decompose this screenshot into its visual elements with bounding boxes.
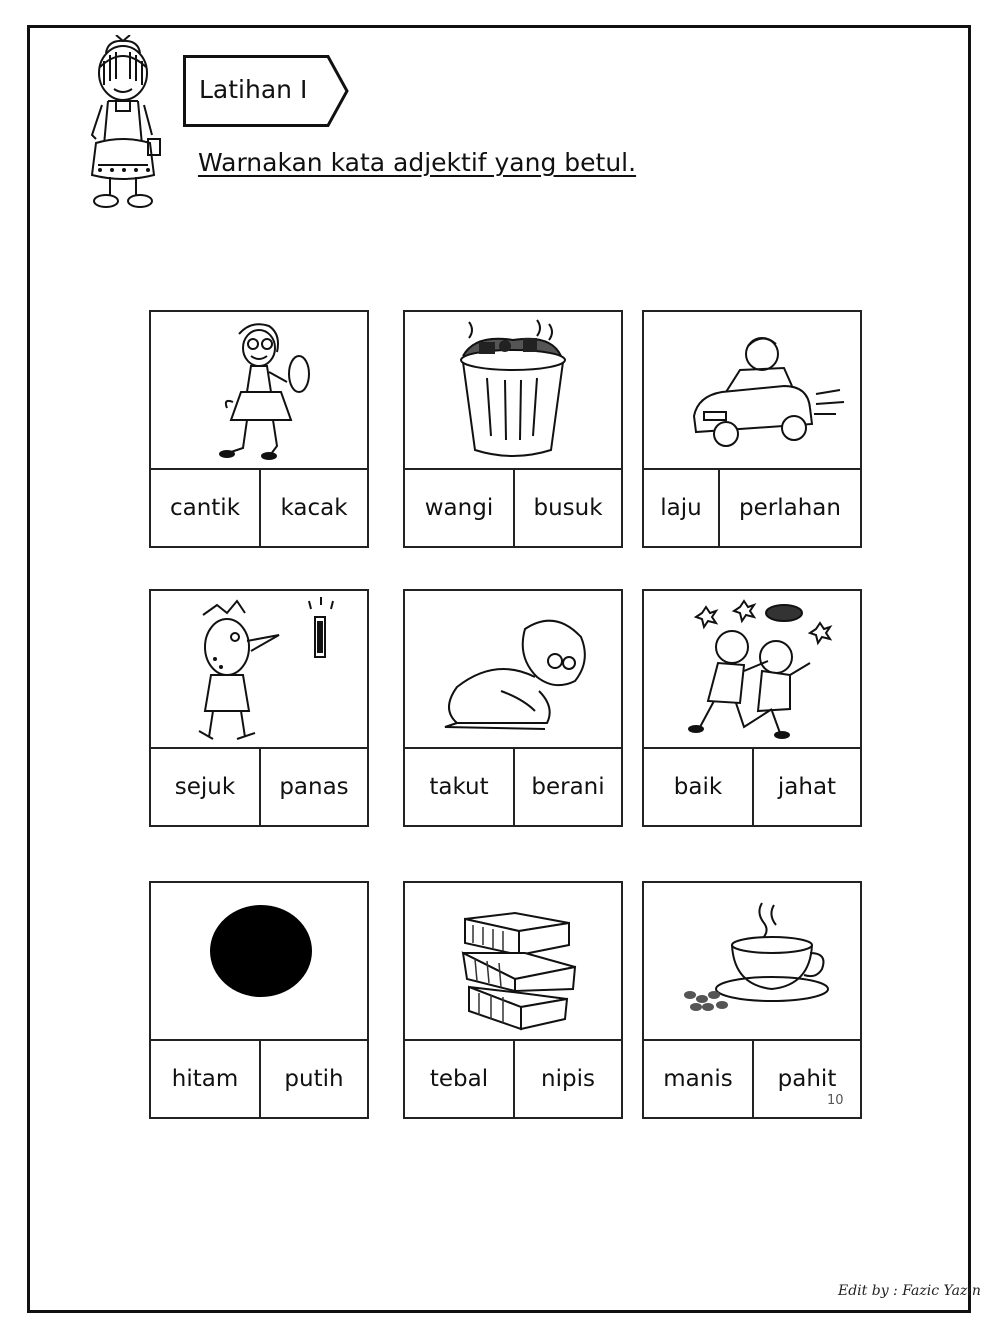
option-laju[interactable]: laju	[644, 470, 720, 546]
stack-of-books-icon	[405, 883, 621, 1039]
question-card-7	[149, 881, 369, 1119]
question-card-5	[403, 589, 623, 827]
smelly-trash-can-icon	[405, 312, 621, 468]
card-picture	[405, 312, 621, 470]
question-card-4	[149, 589, 369, 827]
card-picture	[644, 591, 860, 749]
question-card-6	[642, 589, 862, 827]
woman-with-magnifier-icon	[151, 312, 367, 468]
option-panas[interactable]: panas	[279, 774, 349, 800]
card-picture	[151, 883, 367, 1041]
option-sejuk[interactable]: sejuk	[151, 749, 261, 825]
option-pahit[interactable]: pahit	[777, 1066, 837, 1092]
scared-crouching-girl-icon	[405, 591, 621, 747]
option-wangi[interactable]: wangi	[405, 470, 515, 546]
editor-credit: Edit by : Fazic Yazin	[838, 1283, 981, 1299]
card-picture	[151, 312, 367, 470]
worksheet-title: Latihan I	[199, 75, 308, 104]
black-circle-icon	[151, 883, 367, 1039]
option-hitam[interactable]: hitam	[151, 1041, 261, 1117]
option-nipis[interactable]: nipis	[541, 1066, 595, 1092]
question-card-8	[403, 881, 623, 1119]
boys-fighting-icon	[644, 591, 860, 747]
coffee-cup-icon	[644, 883, 860, 1039]
instruction-text: Warnakan kata adjektif yang betul.	[198, 148, 637, 177]
question-card-2	[403, 310, 623, 548]
card-picture	[644, 312, 860, 470]
question-card-9	[642, 881, 862, 1119]
option-manis[interactable]: manis	[644, 1041, 754, 1117]
option-tebal[interactable]: tebal	[405, 1041, 515, 1117]
option-takut[interactable]: takut	[405, 749, 515, 825]
option-kacak[interactable]: kacak	[280, 495, 348, 521]
card-picture	[405, 883, 621, 1041]
question-card-3	[642, 310, 862, 548]
option-jahat[interactable]: jahat	[777, 774, 837, 800]
card-picture	[151, 591, 367, 749]
question-card-1	[149, 310, 369, 548]
girl-mascot-icon	[78, 35, 168, 215]
option-berani[interactable]: berani	[531, 774, 605, 800]
card-picture	[405, 591, 621, 749]
title-tag	[183, 55, 349, 127]
option-perlahan[interactable]: perlahan	[739, 495, 841, 521]
card-picture	[644, 883, 860, 1041]
option-putih[interactable]: putih	[284, 1066, 344, 1092]
option-busuk[interactable]: busuk	[533, 495, 603, 521]
option-cantik[interactable]: cantik	[151, 470, 261, 546]
sweating-man-thermometer-icon	[151, 591, 367, 747]
option-baik[interactable]: baik	[644, 749, 754, 825]
page-number: 10	[827, 1093, 844, 1108]
boy-driving-fast-car-icon	[644, 312, 860, 468]
